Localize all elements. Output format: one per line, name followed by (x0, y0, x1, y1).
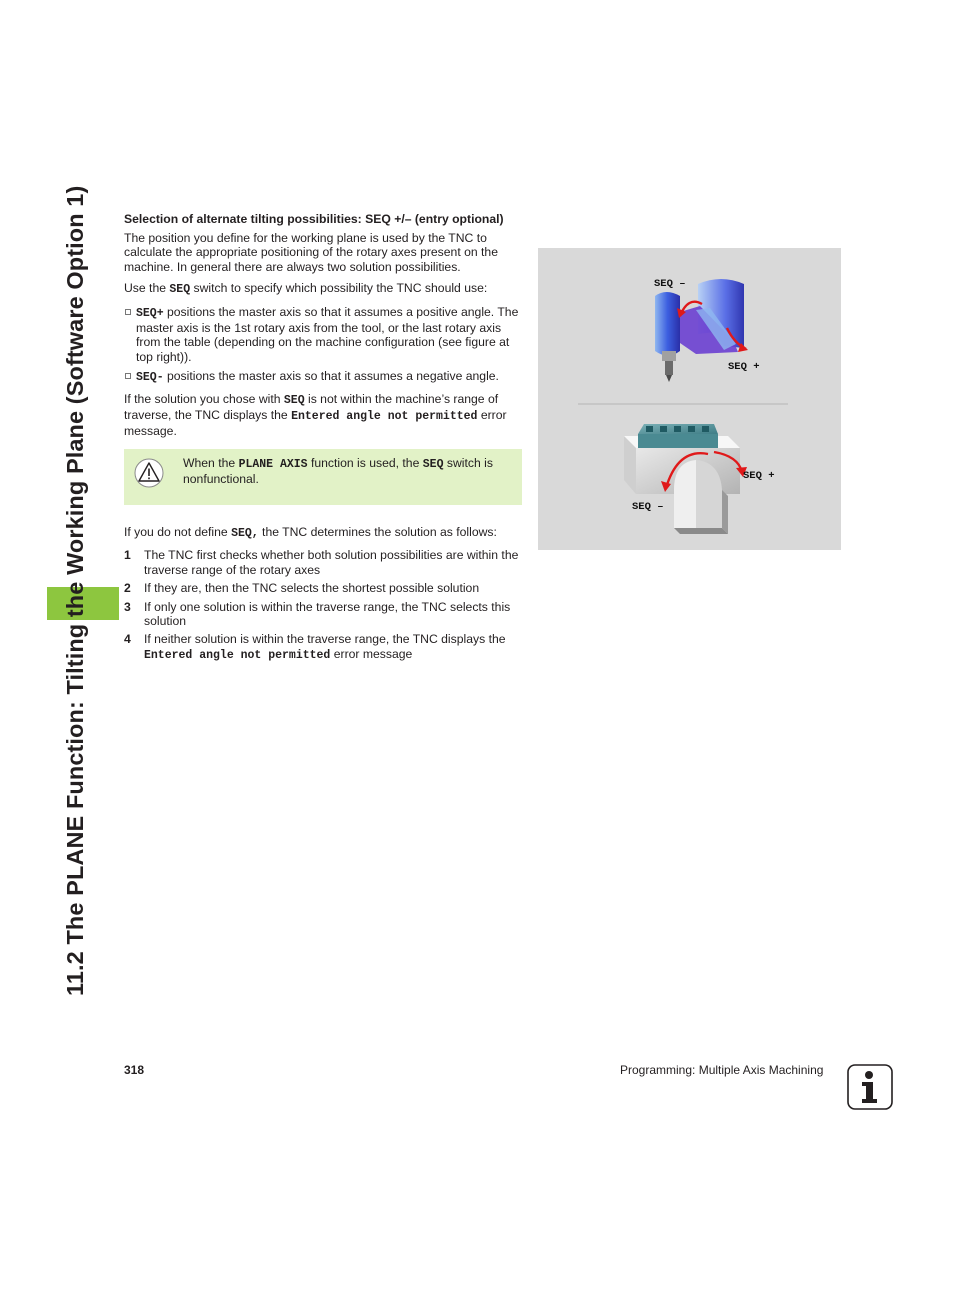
chapter-title: 11.2 The PLANE Function: Tilting the Working Plane (Software Option 1) (62, 185, 88, 996)
rotary-table-illustration (624, 424, 740, 534)
text: the TNC determines the solution as follows: (258, 524, 497, 539)
code-seq: SEQ, (231, 526, 259, 540)
code-seq: SEQ (422, 457, 444, 471)
step-item (124, 581, 521, 595)
note-text (183, 456, 508, 487)
text: When the (183, 455, 239, 470)
code-seq: SEQ (283, 393, 305, 407)
step-item (124, 632, 521, 663)
intro-paragraph: The position you define for the working plane is used by the TNC to calculate the appropriate positioning of the rotary axes present on the machine. In general there are always two solution possibilities. (124, 231, 498, 274)
label-seq-minus: SEQ – (632, 501, 664, 513)
bullet-square-icon (125, 373, 131, 379)
note-box (124, 449, 522, 505)
code-seq: SEQ (169, 283, 191, 297)
step-item (124, 600, 521, 629)
use-paragraph (124, 281, 521, 297)
code-seq-plus: SEQ+ (136, 306, 164, 320)
bullet-text: positions the master axis so that it assumes a positive angle. The master axis is the 1st rotary axis from the tool, or the last rotary axis from the table (depending on the machine configuration (see figure at top right)). (136, 304, 519, 364)
main-content (124, 212, 521, 667)
code-error: Entered angle not permitted (291, 410, 478, 424)
code-error: Entered angle not permitted (144, 648, 331, 662)
step-number: 3 (124, 599, 131, 614)
bullet-seq-minus (124, 369, 521, 385)
warning-triangle-icon (134, 458, 164, 488)
step-text: If neither solution is within the traverse range, the TNC displays the (144, 632, 506, 647)
step-text: The TNC first checks whether both solution possibilities are within the traverse range of the rotary axes (144, 548, 519, 577)
range-paragraph (124, 392, 521, 439)
bullet-seq-plus (124, 305, 521, 365)
define-paragraph (124, 525, 521, 541)
text: switch to specify which possibility the TNC should use: (190, 281, 488, 296)
label-seq-minus: SEQ – (654, 278, 686, 290)
text: Use the (124, 281, 170, 296)
label-seq-plus: SEQ + (728, 361, 760, 373)
step-number: 4 (124, 632, 131, 647)
text: function is used, the (307, 455, 423, 470)
label-seq-plus: SEQ + (743, 470, 775, 482)
step-item (124, 548, 521, 577)
footer-chapter-title: Programming: Multiple Axis Machining (620, 1063, 824, 1077)
step-number: 1 (124, 548, 131, 563)
info-icon (847, 1064, 893, 1110)
figure (538, 248, 841, 550)
step-text: error message (330, 646, 413, 661)
text: If the solution you chose with (124, 391, 284, 406)
step-text: If only one solution is within the traverse range, the TNC selects this solution (144, 599, 511, 628)
text: switch is nonfunctional. (183, 455, 493, 487)
step-text: If they are, then the TNC selects the shortest possible solution (144, 581, 480, 596)
bullet-text: positions the master axis so that it assumes a negative angle. (163, 369, 499, 384)
code-plane-axis: PLANE AXIS (238, 457, 308, 471)
text: error message. (124, 408, 507, 439)
section-heading: Selection of alternate tilting possibilities: SEQ +/– (entry optional) (124, 212, 504, 226)
step-number: 2 (124, 581, 131, 596)
figure-illustration (538, 248, 841, 550)
code-seq-minus: SEQ- (136, 371, 164, 385)
text: is not within the machine’s range of traverse, the TNC displays the (124, 391, 499, 423)
text: If you do not define (124, 524, 232, 539)
bullet-square-icon (125, 309, 131, 315)
page-number: 318 (124, 1063, 145, 1077)
